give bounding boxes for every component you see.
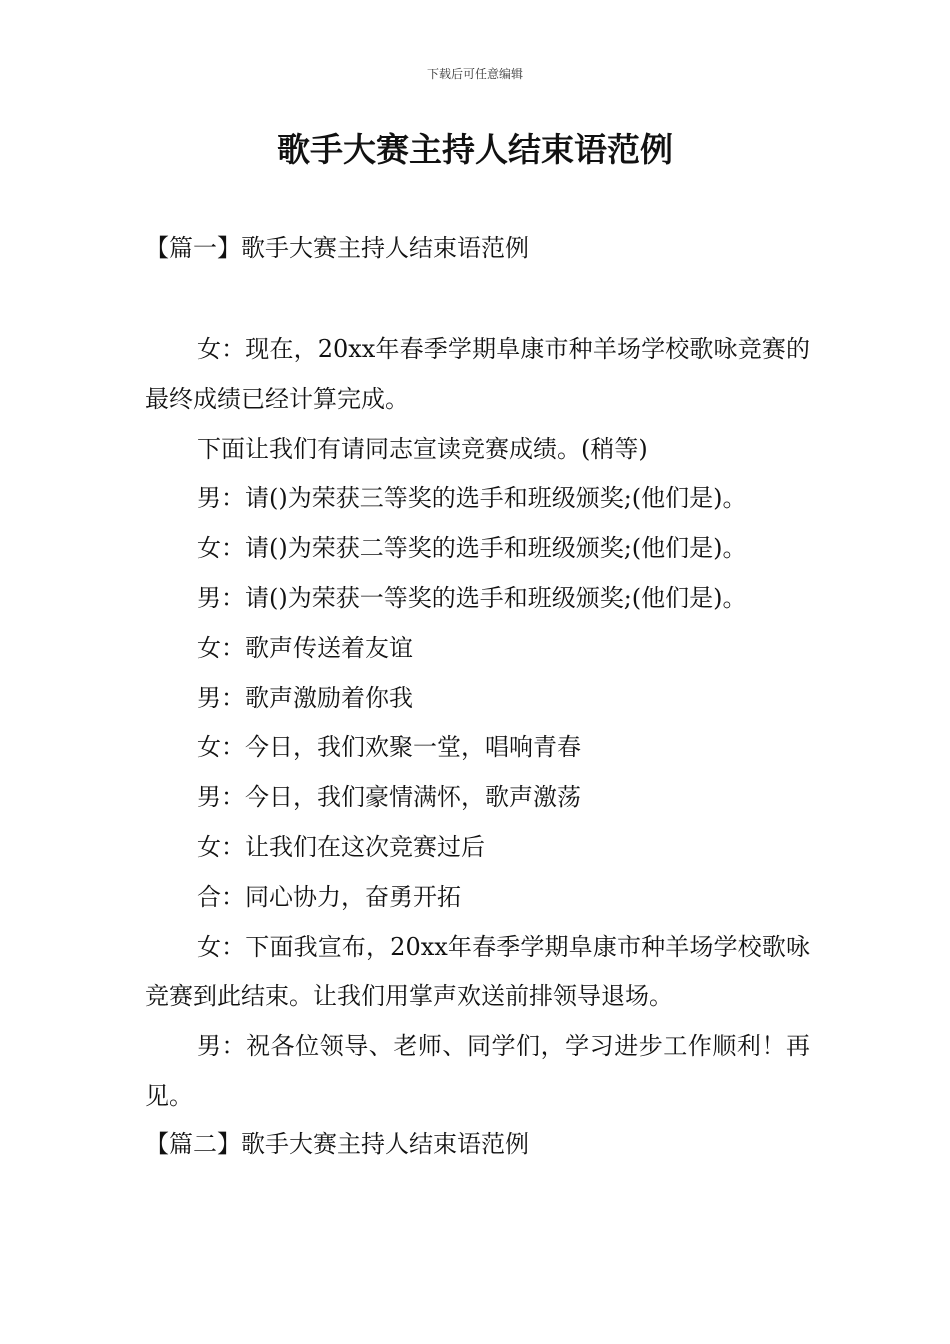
- paragraph: 女：现在，20xx年春季学期阜康市种羊场学校歌咏竞赛的最终成绩已经计算完成。: [145, 335, 810, 413]
- paragraph: 女：今日，我们欢聚一堂，唱响青春: [197, 733, 581, 762]
- header-note: 下载后可任意编辑: [426, 67, 523, 81]
- paragraph: 女：让我们在这次竞赛过后: [197, 832, 485, 861]
- paragraph: 男：请()为荣获一等奖的选手和班级颁奖;(他们是)。: [197, 583, 747, 612]
- paragraph: 合：同心协力，奋勇开拓: [197, 882, 461, 911]
- document-body: [145, 325, 810, 1122]
- paragraph: 男：祝各位领导、老师、同学们，学习进步工作顺利！再见。: [145, 1032, 810, 1110]
- paragraph: 女：下面我宣布，20xx年春季学期阜康市种羊场学校歌咏竞赛到此结束。让我们用掌声欢送前排领导退场。: [145, 932, 810, 1011]
- paragraph: 下面让我们有请同志宣读竞赛成绩。(稍等): [197, 434, 648, 463]
- paragraph: 男：歌声激励着你我: [197, 683, 413, 712]
- section-heading-2: 【篇二】歌手大赛主持人结束语范例: [145, 1130, 529, 1158]
- section-heading-1: 【篇一】歌手大赛主持人结束语范例: [145, 234, 529, 262]
- paragraph: 女：歌声传送着友谊: [197, 633, 413, 662]
- paragraph: 男：请()为荣获三等奖的选手和班级颁奖;(他们是)。: [197, 484, 747, 513]
- paragraph: 女：请()为荣获二等奖的选手和班级颁奖;(他们是)。: [197, 534, 747, 563]
- document-title: 歌手大赛主持人结束语范例: [277, 130, 673, 169]
- paragraph: 男：今日，我们豪情满怀，歌声激荡: [197, 783, 581, 812]
